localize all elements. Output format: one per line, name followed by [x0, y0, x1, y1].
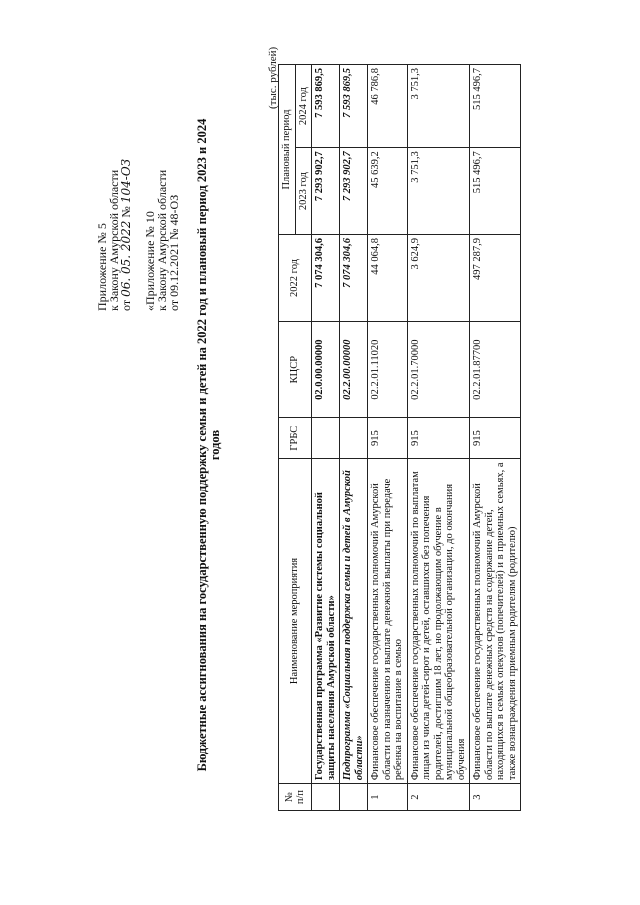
annex-number: Приложение № 5: [95, 223, 109, 311]
header-name: Наименование мероприятия: [279, 458, 312, 783]
document-title: Бюджетные ассигнования на государственную поддержку семьи и детей на 2022 год и плановый период 2023 и 2024 годов: [195, 118, 222, 772]
row-name: Подпрограмма «Социальная поддержка семьи и детей в Амурской области»: [340, 458, 368, 783]
row-2022: 3 624,9: [407, 235, 470, 322]
row-kcsr: 02.2.00.00000: [340, 321, 368, 418]
row-name: Финансовое обеспечение государственных полномочий Амурской области по выплате денежных средств на содержание детей, находящихся в семьях опекунов (попечителей) и в приемных семьях, а также вознаграждения приемным родителям (родителю): [470, 458, 521, 783]
row-2024: 3 751,3: [407, 65, 470, 148]
table-row: [407, 65, 470, 811]
row-2024: 515 496,7: [470, 65, 521, 148]
prev-annex-date: от 09.12.2021 № 48-ОЗ: [167, 194, 181, 311]
unit-label: (тыс. рублей): [267, 46, 279, 109]
row-2023: 515 496,7: [470, 148, 521, 235]
prev-annex-number: «Приложение № 10: [143, 211, 157, 311]
row-name: Финансовое обеспечение государственных полномочий Амурской области по назначению и выплате денежной выплаты при передаче ребенка на воспитание в семью: [368, 458, 408, 783]
annex-date: от 06. 05. 2022 № 104-ОЗ: [119, 158, 133, 311]
row-2023: 7 293 902,7: [312, 148, 340, 235]
row-kcsr: 02.2.01.87700: [470, 321, 521, 418]
table-row: [340, 65, 368, 811]
row-kcsr: 02.2.01.70000: [407, 321, 470, 418]
header-planned-period: Плановый период: [279, 65, 296, 235]
header-grbs: ГРБС: [279, 418, 312, 458]
row-kcsr: 02.0.00.00000: [312, 321, 340, 418]
header-kcsr: КЦСР: [279, 321, 312, 418]
row-2023: 7 293 902,7: [340, 148, 368, 235]
row-2023: 3 751,3: [407, 148, 470, 235]
row-2022: 497 287,9: [470, 235, 521, 322]
prev-annex-law: к Закону Амурской области: [155, 169, 169, 311]
header-2023: 2023 год: [295, 148, 312, 235]
handwritten-date: 06. 05. 2022: [119, 220, 133, 297]
table-row: [312, 65, 340, 811]
row-name: Финансовое обеспечение государственных полномочий по выплатам лицам из числа детей-сирот и детей, оставшихся без попечения родителей, достигшим 18 лет, но продолжающим обучение в муниципальной общеобразовательной организации, до окончания обучения: [407, 458, 470, 783]
table-row: [368, 65, 408, 811]
header-num: № п/п: [279, 784, 312, 811]
row-grbs: 915: [368, 418, 408, 458]
row-num: 1: [368, 784, 408, 811]
row-2024: 46 786,8: [368, 65, 408, 148]
row-2022: 7 074 304,6: [340, 235, 368, 322]
row-grbs: 915: [407, 418, 470, 458]
row-name: Государственная программа «Развитие системы социальной защиты населения Амурской области»: [312, 458, 340, 783]
header-2024: 2024 год: [295, 65, 312, 148]
row-2024: 7 593 869,5: [340, 65, 368, 148]
handwritten-number: 104-ОЗ: [119, 158, 133, 204]
row-2022: 7 074 304,6: [312, 235, 340, 322]
row-2022: 44 064,8: [368, 235, 408, 322]
row-num: 2: [407, 784, 470, 811]
header-2022: 2022 год: [279, 235, 312, 322]
annex-law: к Закону Амурской области: [107, 169, 121, 311]
budget-table: [278, 64, 521, 811]
row-2023: 45 639,2: [368, 148, 408, 235]
row-num: 3: [470, 784, 521, 811]
table-row: [470, 65, 521, 811]
row-kcsr: 02.2.01.11020: [368, 321, 408, 418]
row-2024: 7 593 869,5: [312, 65, 340, 148]
row-grbs: 915: [470, 418, 521, 458]
